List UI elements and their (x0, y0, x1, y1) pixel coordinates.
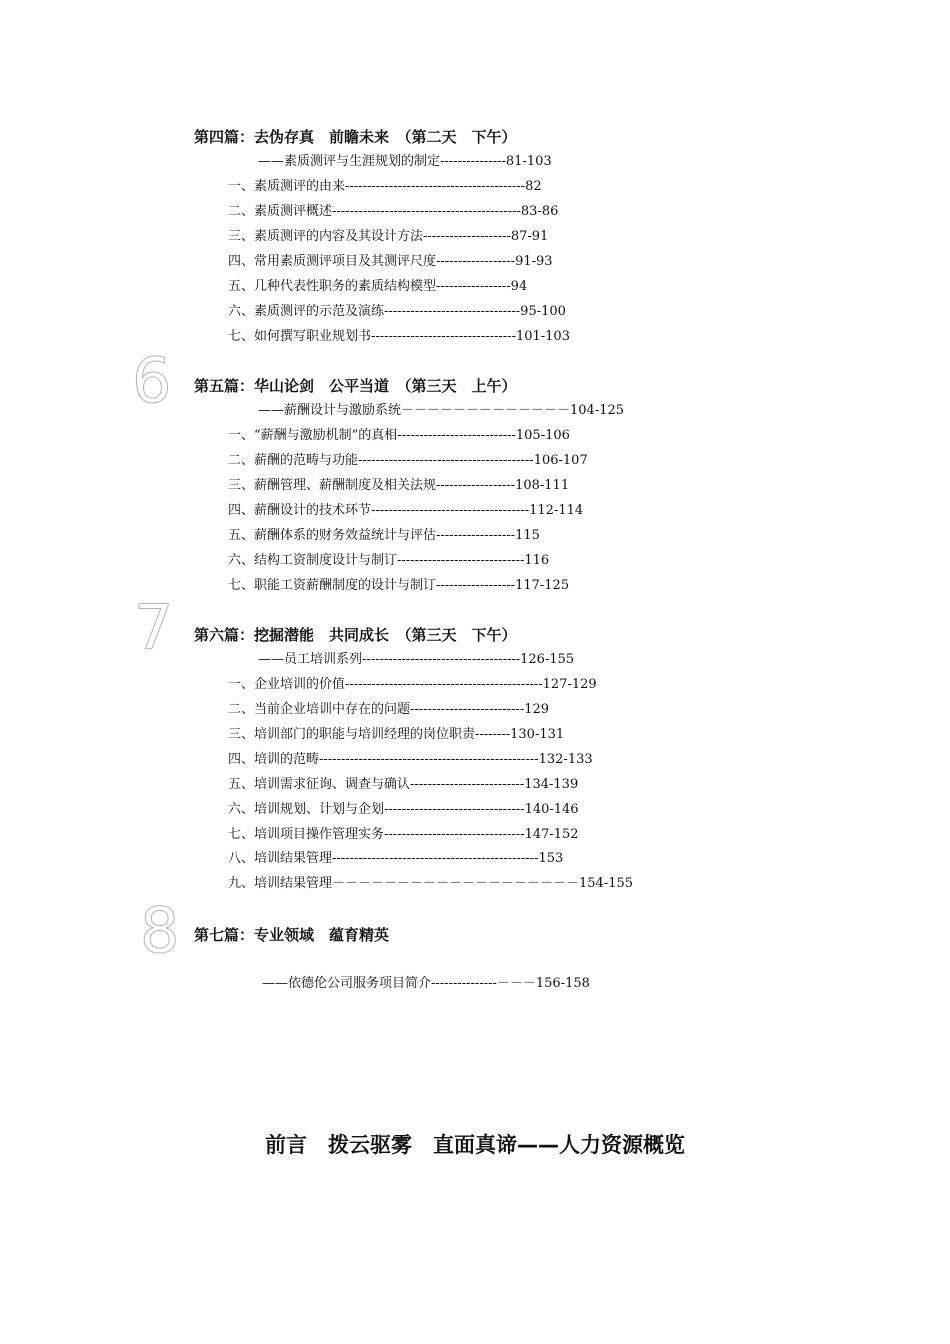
toc-item: 三、培训部门的职能与培训经理的岗位职责--------130-131 (228, 727, 565, 742)
toc-item: 四、常用素质测评项目及其测评尺度------------------91-93 (228, 254, 553, 269)
toc-item: 六、素质测评的示范及演练-------------------------------95-100 (228, 304, 566, 319)
toc-item: 七、如何撰写职业规划书---------------------------------101-103 (228, 329, 570, 344)
section-number-decoration: 8 (140, 894, 180, 967)
toc-item: 六、培训规划、计划与企划--------------------------------140-146 (228, 802, 579, 817)
toc-item: 五、薪酬体系的财务效益统计与评估------------------115 (228, 528, 540, 543)
toc-item: 二、当前企业培训中存在的问题--------------------------129 (228, 702, 550, 717)
section-number-decoration: 7 (134, 591, 174, 664)
toc-item: 九、培训结果管理－－－－－－－－－－－－－－－－－－－154-155 (228, 876, 634, 891)
toc-item: 七、培训项目操作管理实务--------------------------------147-152 (228, 827, 579, 842)
toc-item: 三、薪酬管理、薪酬制度及相关法规------------------108-111 (228, 478, 570, 493)
toc-item: 二、素质测评概述-------------------------------------------83-86 (228, 204, 559, 219)
section-subtitle: ——员工培训系列------------------------------------126-155 (258, 652, 575, 667)
toc-item: 四、培训的范畴--------------------------------------------------132-133 (228, 752, 593, 767)
toc-item: 七、职能工资薪酬制度的设计与制订------------------117-125 (228, 578, 570, 593)
section-subtitle: ——薪酬设计与激励系统－－－－－－－－－－－－－104-125 (258, 403, 625, 418)
section-heading: 第六篇：挖掘潜能 共同成长 （第三天 下午） (194, 626, 517, 644)
section-heading: 第七篇：专业领域 蕴育精英 (194, 926, 390, 944)
section-subtitle: ——依德伦公司服务项目简介---------------－－－156-158 (262, 976, 590, 991)
toc-item: 一、企业培训的价值---------------------------------------------127-129 (228, 677, 597, 692)
toc-item: 四、薪酬设计的技术环节------------------------------------112-114 (228, 503, 584, 518)
toc-item: 八、培训结果管理-----------------------------------------------153 (228, 851, 564, 866)
foreword-title: 前言 拨云驱雾 直面真谛——人力资源概览 (265, 1133, 685, 1157)
toc-item: 一、“薪酬与激励机制”的真相---------------------------105-106 (228, 428, 570, 443)
section-number-decoration: 6 (132, 344, 172, 417)
toc-item: 一、素质测评的由来-----------------------------------------82 (228, 179, 542, 194)
toc-item: 五、几种代表性职务的素质结构模型-----------------94 (228, 279, 528, 294)
toc-item: 三、素质测评的内容及其设计方法--------------------87-91 (228, 229, 549, 244)
toc-item: 六、结构工资制度设计与制订-----------------------------116 (228, 553, 550, 568)
toc-item: 二、薪酬的范畴与功能----------------------------------------106-107 (228, 453, 588, 468)
section-subtitle: ——素质测评与生涯规划的制定---------------81-103 (258, 154, 552, 169)
section-heading: 第五篇：华山论剑 公平当道 （第三天 上午） (194, 377, 517, 395)
section-heading: 第四篇：去伪存真 前瞻未来 （第二天 下午） (194, 128, 517, 146)
toc-item: 五、培训需求征询、调查与确认--------------------------134-139 (228, 777, 579, 792)
